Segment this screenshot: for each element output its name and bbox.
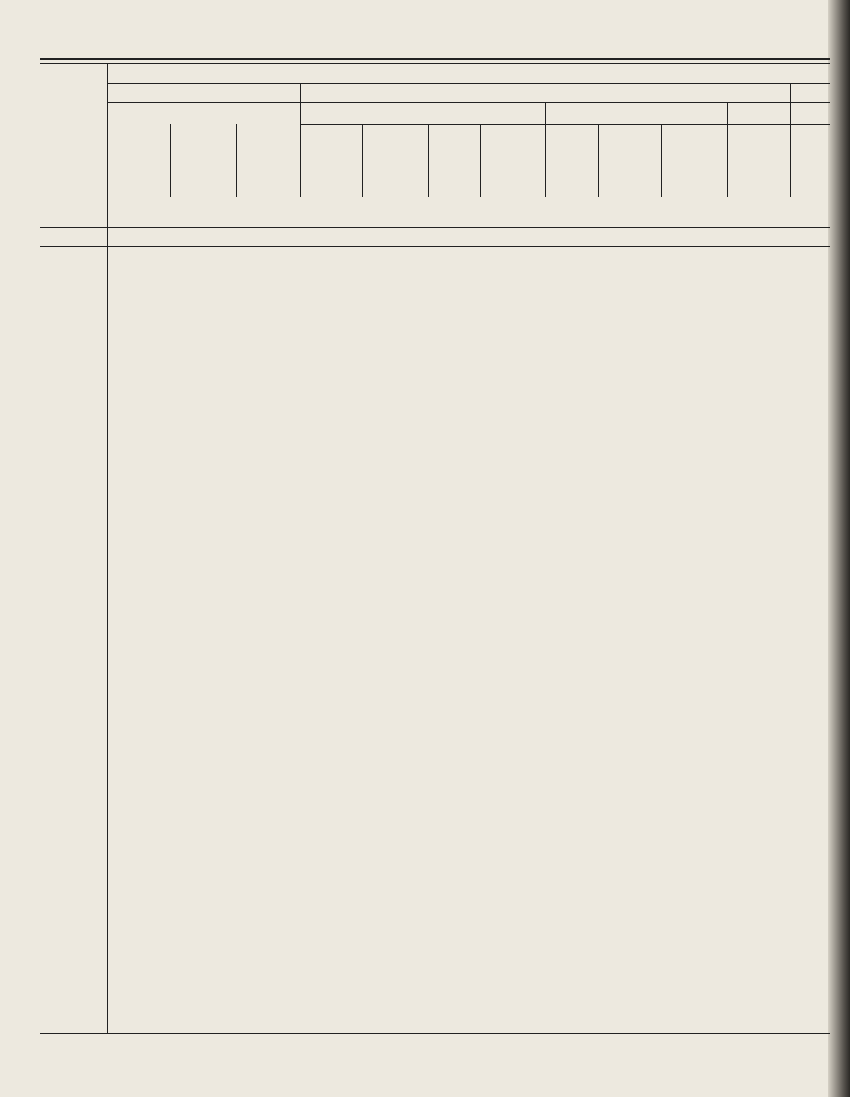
col-divider bbox=[428, 124, 429, 197]
col-divider bbox=[661, 124, 662, 197]
header-rule bbox=[108, 102, 830, 103]
bottom-rule bbox=[40, 1033, 830, 1034]
col-header-totaal-d bbox=[793, 96, 827, 196]
col-divider bbox=[598, 124, 599, 197]
header-rule bbox=[40, 63, 830, 64]
header-rule bbox=[108, 83, 830, 84]
col-divider bbox=[170, 124, 171, 197]
col-divider bbox=[727, 102, 728, 197]
col-divider bbox=[362, 124, 363, 197]
header-rule bbox=[300, 124, 830, 125]
stub-divider bbox=[107, 63, 108, 1033]
col-divider bbox=[790, 83, 791, 197]
header-rule bbox=[40, 246, 830, 247]
col-divider bbox=[480, 124, 481, 197]
col-divider bbox=[236, 124, 237, 197]
page-spine bbox=[828, 0, 850, 1097]
header-rule bbox=[40, 227, 830, 228]
col-divider bbox=[545, 102, 546, 197]
col-divider bbox=[300, 83, 301, 197]
top-rule bbox=[40, 58, 830, 60]
